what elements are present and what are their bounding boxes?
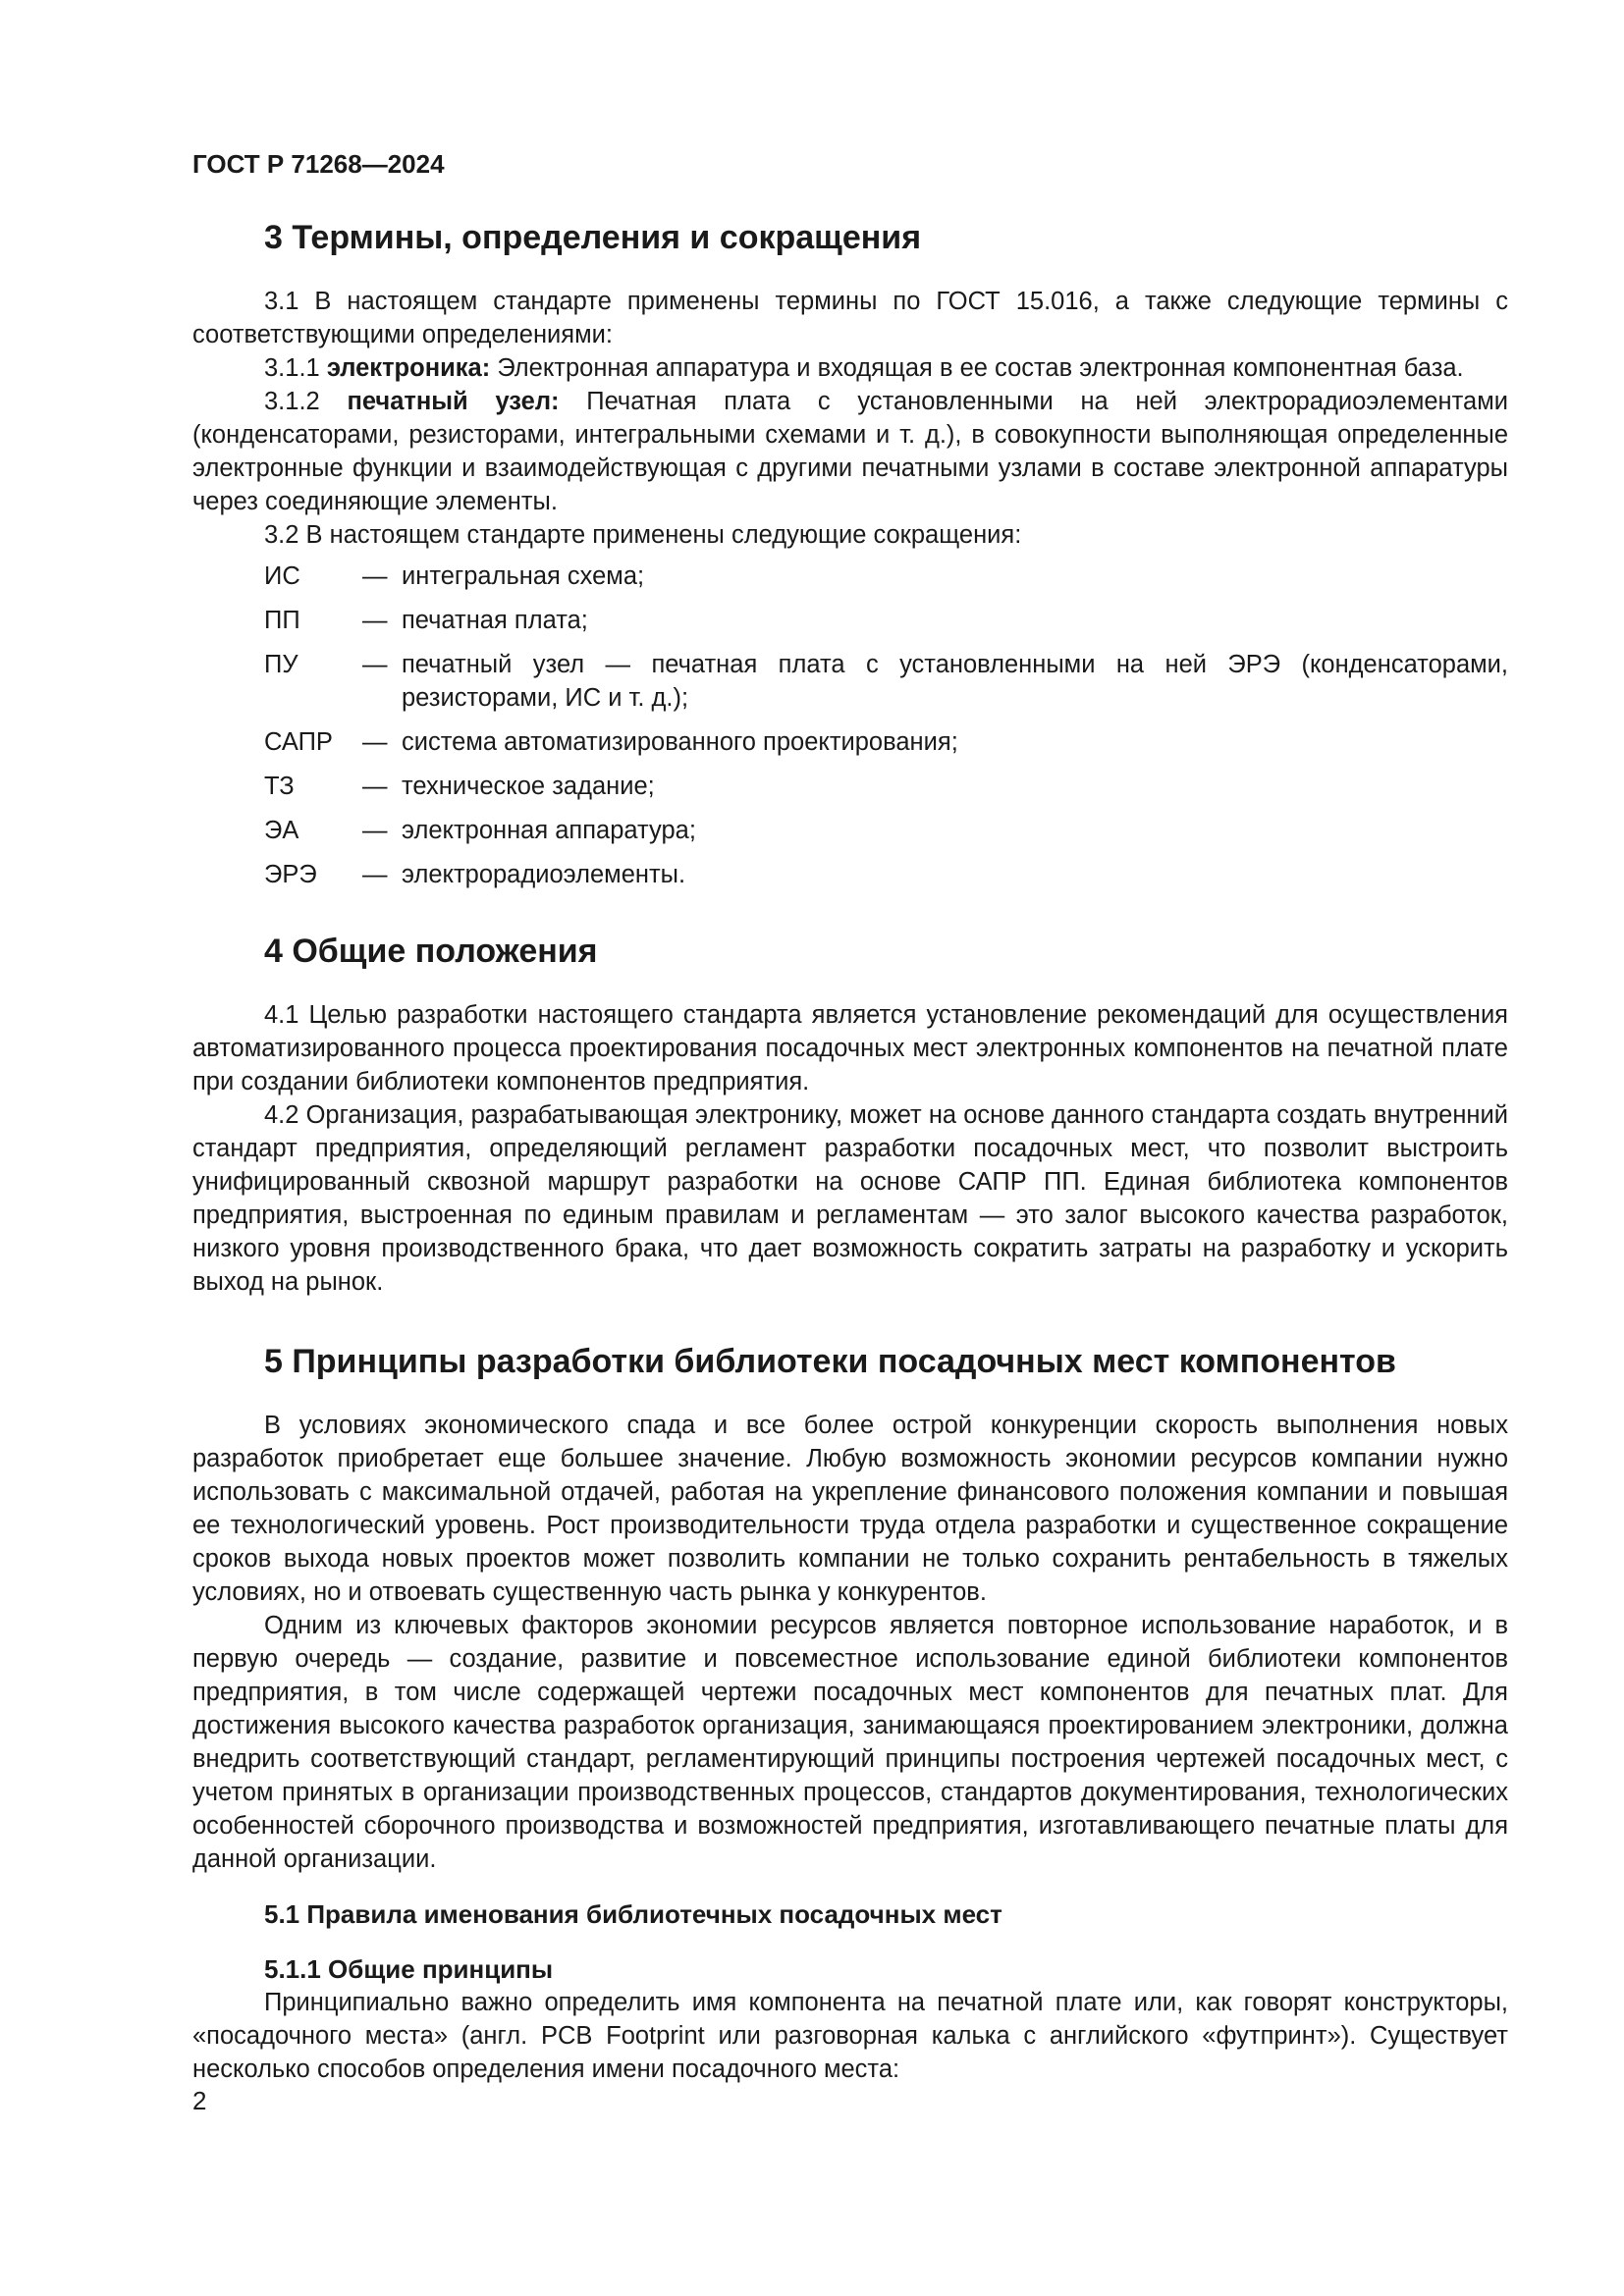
paragraph-5-intro: В условиях экономического спада и все более острой конкуренции скорость выполнения новых разработок приобретает еще большее значение. Любую возможность экономии ресурсов компании нужно использовать с максимальной отдачей, работая на укрепление финансового положения компании и повышая ее технологический уровень. Рост производительности труда отдела разработки и существенное сокращение сроков выхода новых проектов может позволить компании не только сохранить рентабельность в тяжелых условиях, но и отвоевать существенную часть рынка у конкурентов.	[192, 1412, 1508, 1606]
abbreviation-dash: —	[362, 562, 388, 590]
abbreviation-key: ПУ	[264, 651, 298, 678]
abbreviation-item	[192, 725, 1508, 759]
abbreviation-value: интегральная схема;	[402, 562, 645, 590]
term-number: 3.1.1	[264, 354, 327, 382]
abbreviation-value: система автоматизированного проектирования;	[402, 728, 958, 756]
abbreviation-key: ЭА	[264, 817, 299, 844]
abbreviation-key: САПР	[264, 728, 333, 756]
section-4-title: 4 Общие положения	[264, 933, 598, 970]
abbreviation-value: печатный узел — печатная плата с установленными на ней ЭРЭ (конденсаторами, резисторами, ИС и т. д.);	[402, 651, 1508, 712]
abbreviation-dash: —	[362, 607, 388, 634]
term-name: печатный узел:	[347, 388, 560, 415]
term-definition: Электронная аппаратура и входящая в ее состав электронная компонентная база.	[490, 354, 1464, 382]
abbreviation-list	[192, 560, 1508, 891]
abbreviation-item	[192, 648, 1508, 715]
abbreviation-item	[192, 814, 1508, 847]
paragraph-4-1: 4.1 Целью разработки настоящего стандарта является установление рекомендаций для осуществления автоматизированного процесса проектирования посадочных мест электронных компонентов на печатной плате при создании библиотеки компонентов предприятия.	[192, 1001, 1508, 1095]
abbreviation-item	[192, 858, 1508, 891]
paragraph-3-2: 3.2 В настоящем стандарте применены следующие сокращения:	[264, 521, 1022, 549]
abbreviation-dash: —	[362, 817, 388, 844]
abbreviation-key: ТЗ	[264, 773, 295, 800]
subsection-5-1-1-title: 5.1.1 Общие принципы	[264, 1954, 554, 1984]
abbreviation-dash: —	[362, 773, 388, 800]
term-3-1-1	[192, 351, 1508, 385]
abbreviation-value: электронная аппаратура;	[402, 817, 696, 844]
abbreviation-dash: —	[362, 651, 388, 678]
term-number: 3.1.2	[264, 388, 348, 415]
abbreviation-key: ЭРЭ	[264, 861, 317, 888]
subsection-5-1-title: 5.1 Правила именования библиотечных посадочных мест	[264, 1899, 1002, 1929]
page-number: 2	[192, 2086, 207, 2115]
term-definition: Печатная плата с установленными на ней электрорадиоэлементами (конденсаторами, резисторами, интегральными схемами и т. д.), в совокупности выполняющая определенные электронные функции и взаимодействующая с другими печатными узлами в составе электронной аппаратуры через соединяющие элементы.	[192, 388, 1508, 515]
document-header: ГОСТ Р 71268—2024	[192, 149, 445, 179]
section-3-title: 3 Термины, определения и сокращения	[264, 219, 922, 256]
section-5-title: 5 Принципы разработки библиотеки посадочных мест компонентов	[264, 1343, 1396, 1380]
abbreviation-value: печатная плата;	[402, 607, 588, 634]
paragraph-3-1: 3.1 В настоящем стандарте применены термины по ГОСТ 15.016, а также следующие термины с соответствующими определениями:	[192, 288, 1508, 348]
term-name: электроника:	[326, 354, 491, 382]
paragraph-5-1-1: Принципиально важно определить имя компонента на печатной плате или, как говорят конструкторы, «посадочного места» (англ. PCB Footprint или разговорная калька с английского «футпринт»). Существует несколько способов определения имени посадочного места:	[192, 1989, 1508, 2083]
abbreviation-key: ИС	[264, 562, 300, 590]
document-body	[192, 218, 1508, 2086]
abbreviation-item	[192, 604, 1508, 637]
abbreviation-item	[192, 560, 1508, 593]
abbreviation-item	[192, 770, 1508, 803]
term-3-1-2	[192, 385, 1508, 518]
paragraph-5-reuse: Одним из ключевых факторов экономии ресурсов является повторное использование наработок, и в первую очередь — создание, развитие и повсеместное использование единой библиотеки компонентов предприятия, в том числе содержащей чертежи посадочных мест компонентов для печатных плат. Для достижения высокого качества разработок организация, занимающаяся проектированием электроники, должна внедрить соответствующий стандарт, регламентирующий принципы построения чертежей посадочных мест, с учетом принятых в организации производственных процессов, стандартов документирования, технологических особенностей сборочного производства и возможностей предприятия, изготавливающего печатные платы для данной организации.	[192, 1612, 1508, 1873]
paragraph-4-2: 4.2 Организация, разрабатывающая электронику, может на основе данного стандарта создать внутренний стандарт предприятия, определяющий регламент разработки посадочных мест, что позволит выстроить унифицированный сквозной маршрут разработки на основе САПР ПП. Единая библиотека компонентов предприятия, выстроенная по единым правилам и регламентам — это залог высокого качества разработок, низкого уровня производственного брака, что дает возможность сократить затраты на разработку и ускорить выход на рынок.	[192, 1101, 1508, 1296]
abbreviation-dash: —	[362, 861, 388, 888]
abbreviation-value: электрорадиоэлементы.	[402, 861, 686, 888]
abbreviation-value: техническое задание;	[402, 773, 655, 800]
abbreviation-dash: —	[362, 728, 388, 756]
abbreviation-key: ПП	[264, 607, 300, 634]
